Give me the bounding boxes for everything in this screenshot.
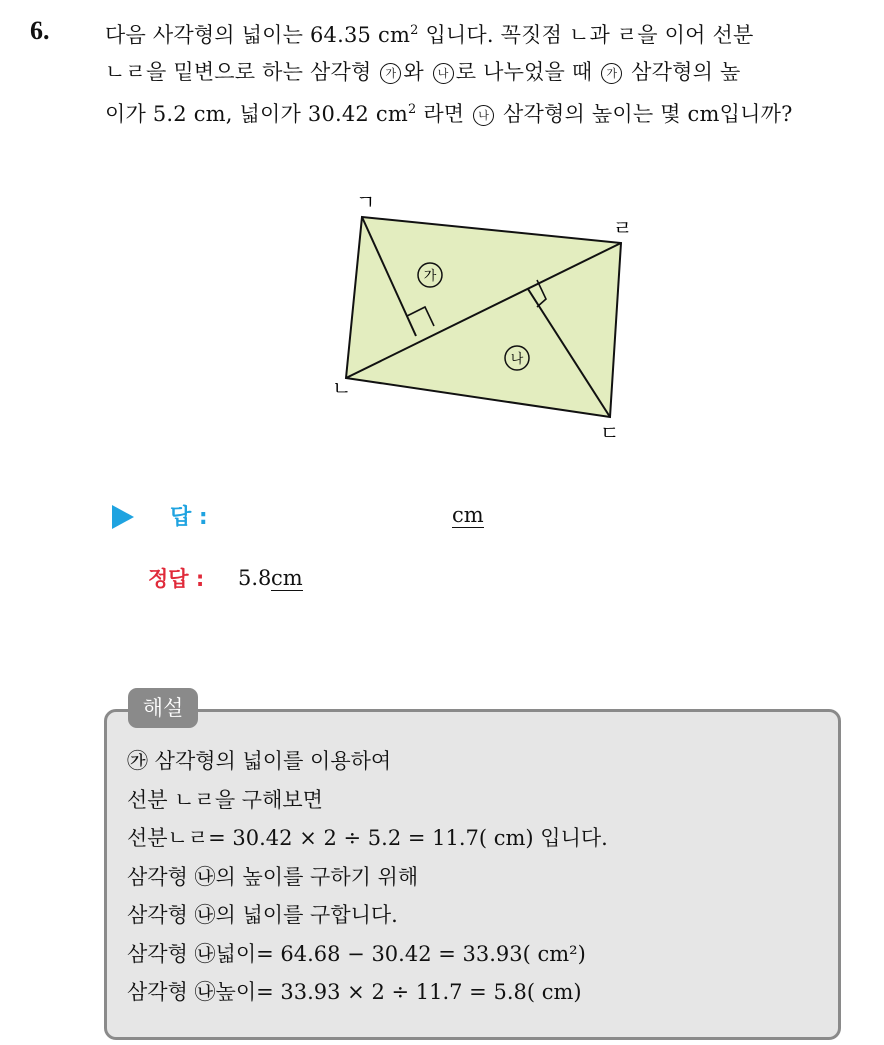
explanation-text: [127, 742, 608, 1012]
explanation-line: 선분ㄴㄹ= 30.42 × 2 ÷ 5.2 = 11.7( cm) 입니다.: [127, 826, 608, 850]
region-label-ga: 가: [423, 269, 437, 284]
question-line-1-text: 다음 사각형의 넓이는 64.35 cm: [105, 23, 411, 47]
answer-unit: cm: [452, 503, 484, 527]
superscript: 2: [410, 23, 419, 38]
answer-label: 답 :: [170, 505, 208, 530]
question-line-2-text-d: 삼각형의 높: [624, 60, 741, 84]
question-line-2-text-b: 와: [403, 60, 431, 84]
circled-na-icon: 나: [473, 105, 494, 126]
question-line-3: [105, 91, 865, 133]
explanation-tab: 해설: [128, 688, 198, 728]
vertex-label-digeut: ㄷ: [600, 421, 620, 445]
question-line-2-text-c: 로 나누었을 때: [455, 60, 600, 84]
question-line-3-text: 이가 5.2 cm, 넓이가 30.42 cm: [105, 102, 408, 126]
question-line-2-text: ㄴㄹ을 밑변으로 하는 삼각형: [105, 60, 379, 84]
explanation-line: 삼각형 ㉯의 넓이를 구합니다.: [127, 903, 398, 927]
region-label-na: 나: [510, 352, 524, 367]
question-number: 6.: [30, 16, 50, 45]
explanation-line: 삼각형 ㉯의 높이를 구하기 위해: [127, 864, 419, 889]
question-line-2: [105, 54, 865, 91]
circled-ga-icon: 가: [380, 63, 401, 84]
vertex-label-nieun: ㄴ: [332, 376, 352, 400]
circled-ga-icon: 가: [601, 63, 622, 84]
explanation-line: 삼각형 ㉯넓이= 64.68 − 30.42 = 33.93( cm²): [127, 941, 586, 966]
question-line-1-text-b: 입니다. 꼭짓점 ㄴ과 ㄹ을 이어 선분: [418, 23, 754, 47]
explanation-line: 삼각형 ㉯높이= 33.93 × 2 ÷ 11.7 = 5.8( cm): [127, 980, 582, 1004]
superscript: 2: [407, 102, 417, 117]
question-line-3-text-c: 삼각형의 높이는 몇 cm입니까?: [496, 102, 793, 126]
vertex-label-rieul: ㄹ: [613, 216, 633, 240]
correct-answer-value: 5.8: [238, 566, 272, 590]
quadrilateral-figure: [330, 185, 650, 445]
question-line-3-text-b: 라면: [416, 102, 472, 126]
correct-answer-label: 정답 :: [148, 567, 205, 591]
question-text: [105, 12, 865, 133]
play-triangle-icon: [112, 505, 134, 529]
quadrilateral-shape: [346, 217, 621, 417]
explanation-line: 선분 ㄴㄹ을 구해보면: [127, 787, 323, 812]
question-line-1: [105, 12, 865, 54]
vertex-label-giyeok: ㄱ: [356, 190, 376, 214]
circled-na-icon: 나: [433, 63, 454, 84]
correct-answer-unit: cm: [271, 566, 303, 590]
explanation-line: ㉮ 삼각형의 넓이를 이용하여: [127, 749, 392, 773]
